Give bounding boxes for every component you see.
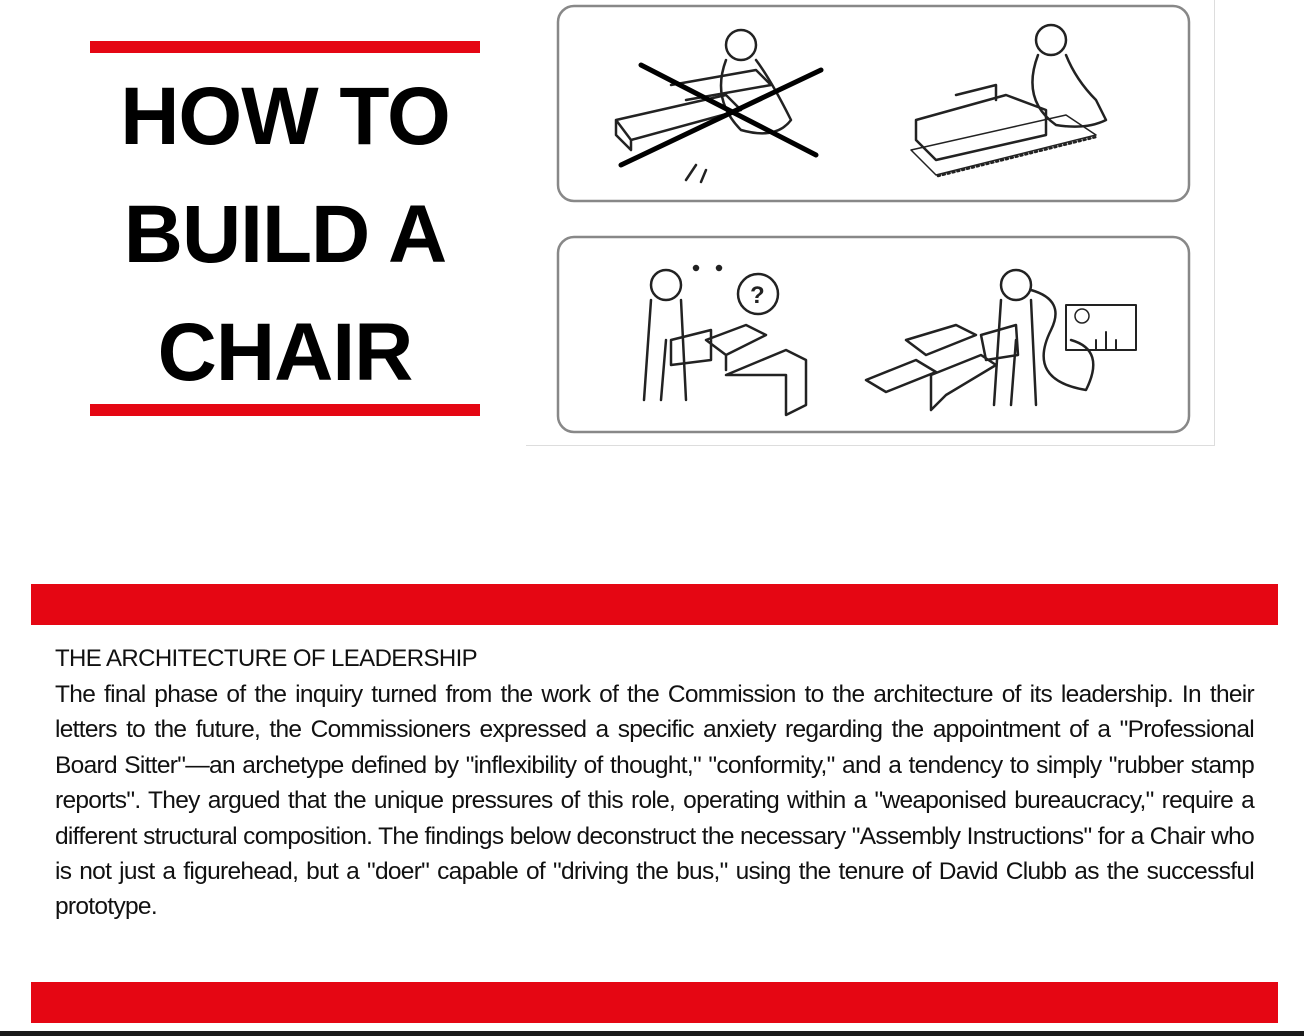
section-top-band — [31, 584, 1278, 625]
title-line: CHAIR — [157, 307, 413, 398]
svg-text:?: ? — [750, 282, 765, 309]
section-heading: THE ARCHITECTURE OF LEADERSHIP — [55, 645, 478, 672]
panel-right-icon — [911, 25, 1106, 176]
title-line: HOW TO — [120, 71, 450, 162]
panel-phone-call-icon — [866, 270, 1136, 410]
panel-wrong-icon — [616, 30, 821, 182]
panel-confused-icon — [644, 266, 806, 415]
bottom-edge — [0, 1031, 1304, 1036]
title-bottom-rule — [90, 404, 480, 416]
title-line: BUILD A — [123, 189, 447, 280]
section-body: The final phase of the inquiry turned from the work of the Commission to the architecture of its leadership. In their letters to the future, the Commissioners expressed a specific anxiety regarding the appointment of a "Professional Board Sitter"—an archetype defined by "inflexibility of thought," "conformity," and a tendency to simply "rubber stamp reports". They argued that the unique pressures of this role, operating within a "weaponised bureaucracy," require a different structural composition. The findings below deconstruct the necessary "Assembly Instructions" for a Chair who is not just a figurehead, but a "doer" capable of "driving the bus," using the tenure of David Clubb as the successful prototype. — [55, 681, 1254, 921]
title-top-rule — [90, 41, 480, 53]
assembly-illustration — [526, 0, 1215, 446]
page-title — [90, 58, 480, 412]
section-bottom-band — [31, 982, 1278, 1023]
